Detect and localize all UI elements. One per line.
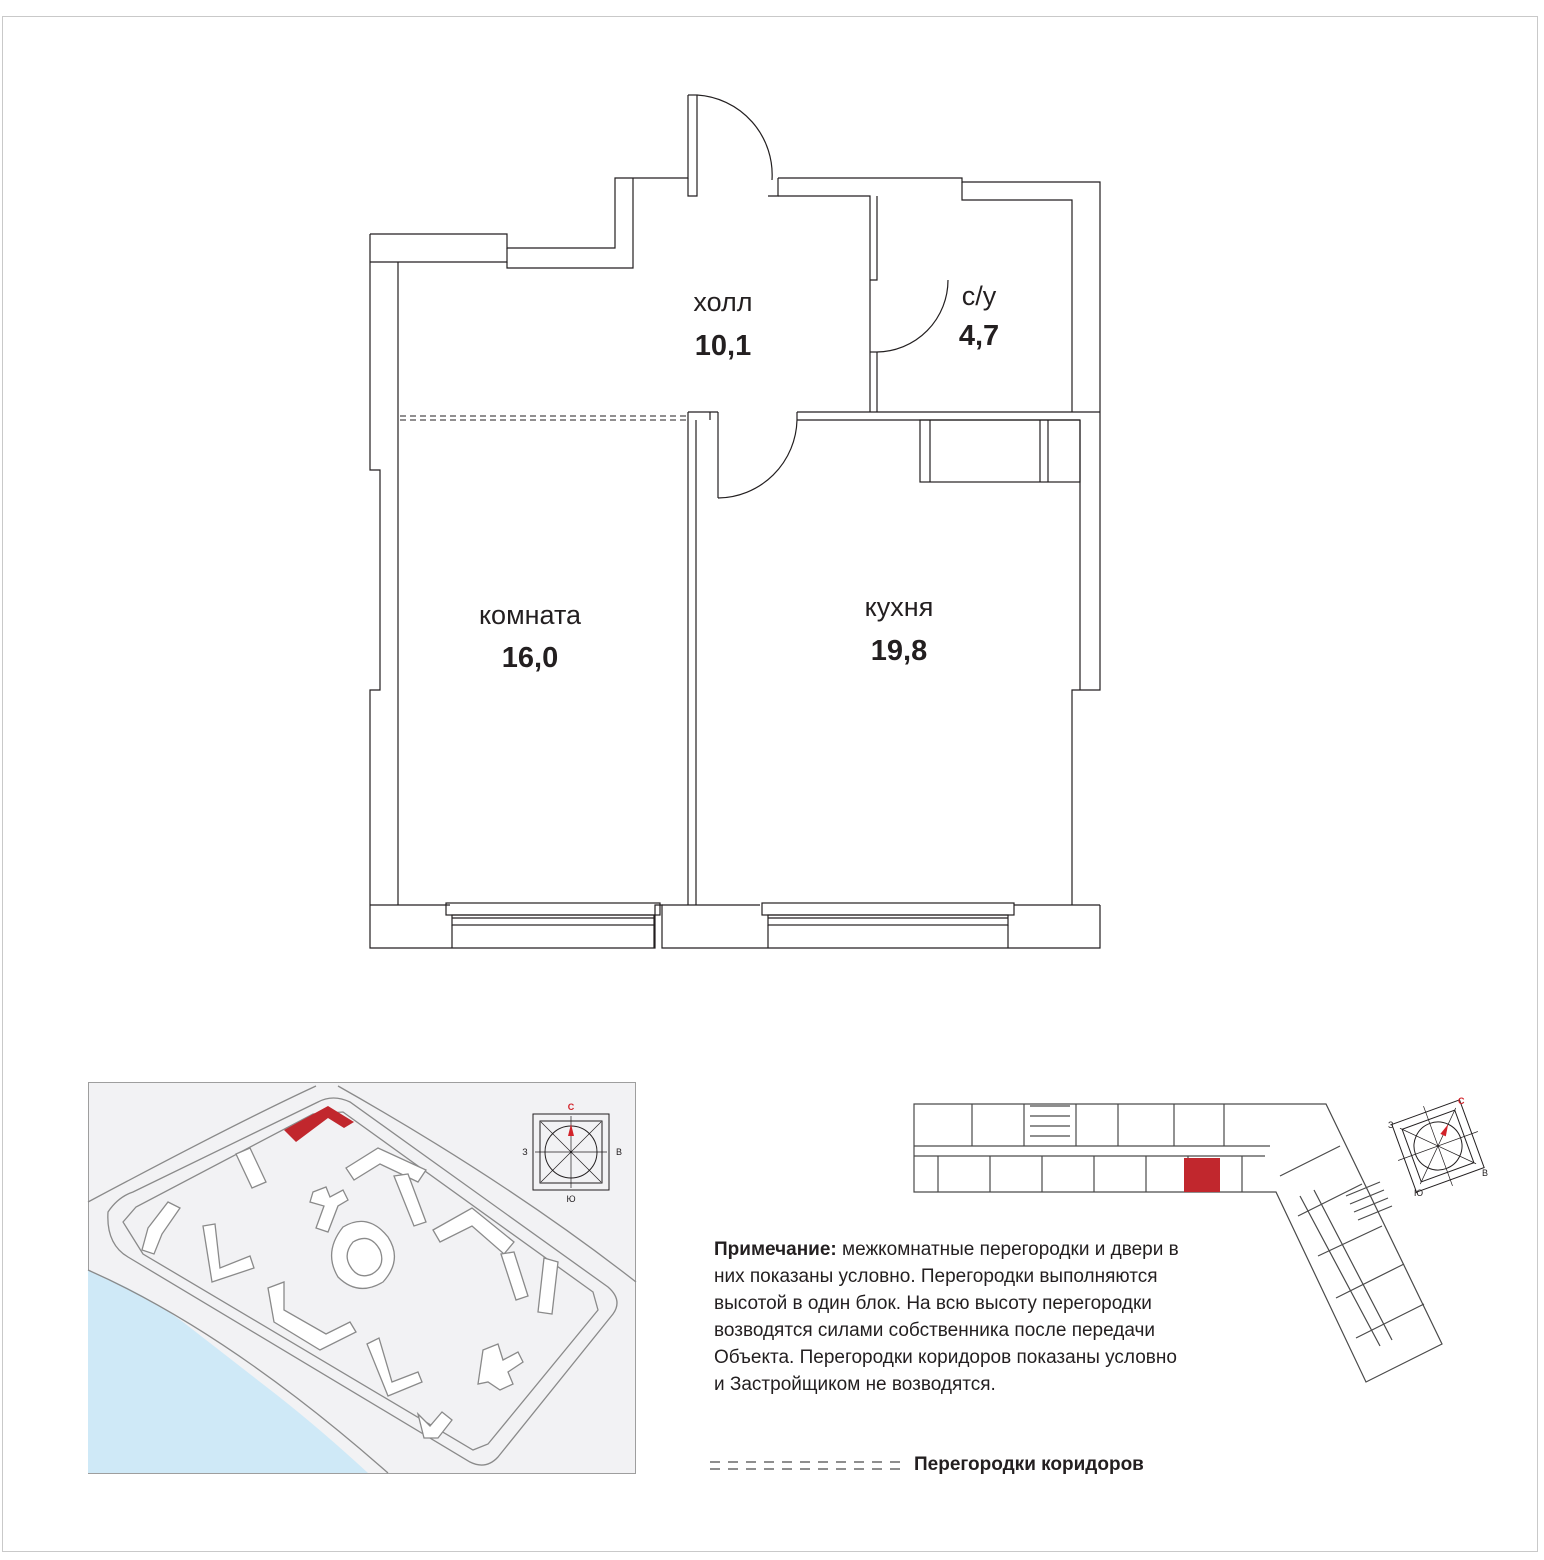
room-name-room: комната [478,600,582,630]
apartment-highlight [1184,1158,1220,1192]
legend-label: Перегородки коридоров [914,1454,1144,1475]
compass-west: З [522,1147,528,1157]
compass-south: Ю [566,1194,576,1204]
legend-dashed-line-icon [708,1458,908,1472]
room-area-kitchen: 19,8 [870,635,928,667]
plan-note [714,1236,1184,1398]
floor-compass-west: З [1388,1120,1394,1130]
floor-compass-east: В [1482,1168,1489,1178]
room-area-room: 16,0 [501,642,559,674]
compass-east: В [615,1147,623,1157]
site-location-map [88,1082,636,1474]
note-text: межкомнатные перегородки и двери в них показаны условно. Перегородки выполняются высотой в один блок. На всю высоту перегородки возводятся силами собственника после передачи Объекта. Перегородки коридоров показаны условно и Застройщиком не возводятся. [714,1239,1179,1395]
room-name-hall: холл [693,287,753,317]
legend [708,1450,1144,1480]
floor-compass [1378,1086,1498,1206]
room-name-bathroom: с/у [961,281,997,311]
room-area-bathroom: 4,7 [958,320,1000,352]
room-name-kitchen: кухня [864,592,934,622]
floor-compass-north: С [1458,1096,1465,1106]
note-label: Примечание: [714,1239,837,1260]
plan-walls [370,95,1100,948]
room-area-hall: 10,1 [694,330,752,362]
floor-compass-south: Ю [1414,1188,1424,1198]
compass-north: С [567,1102,575,1112]
corridor-partition-dashed [400,416,686,420]
